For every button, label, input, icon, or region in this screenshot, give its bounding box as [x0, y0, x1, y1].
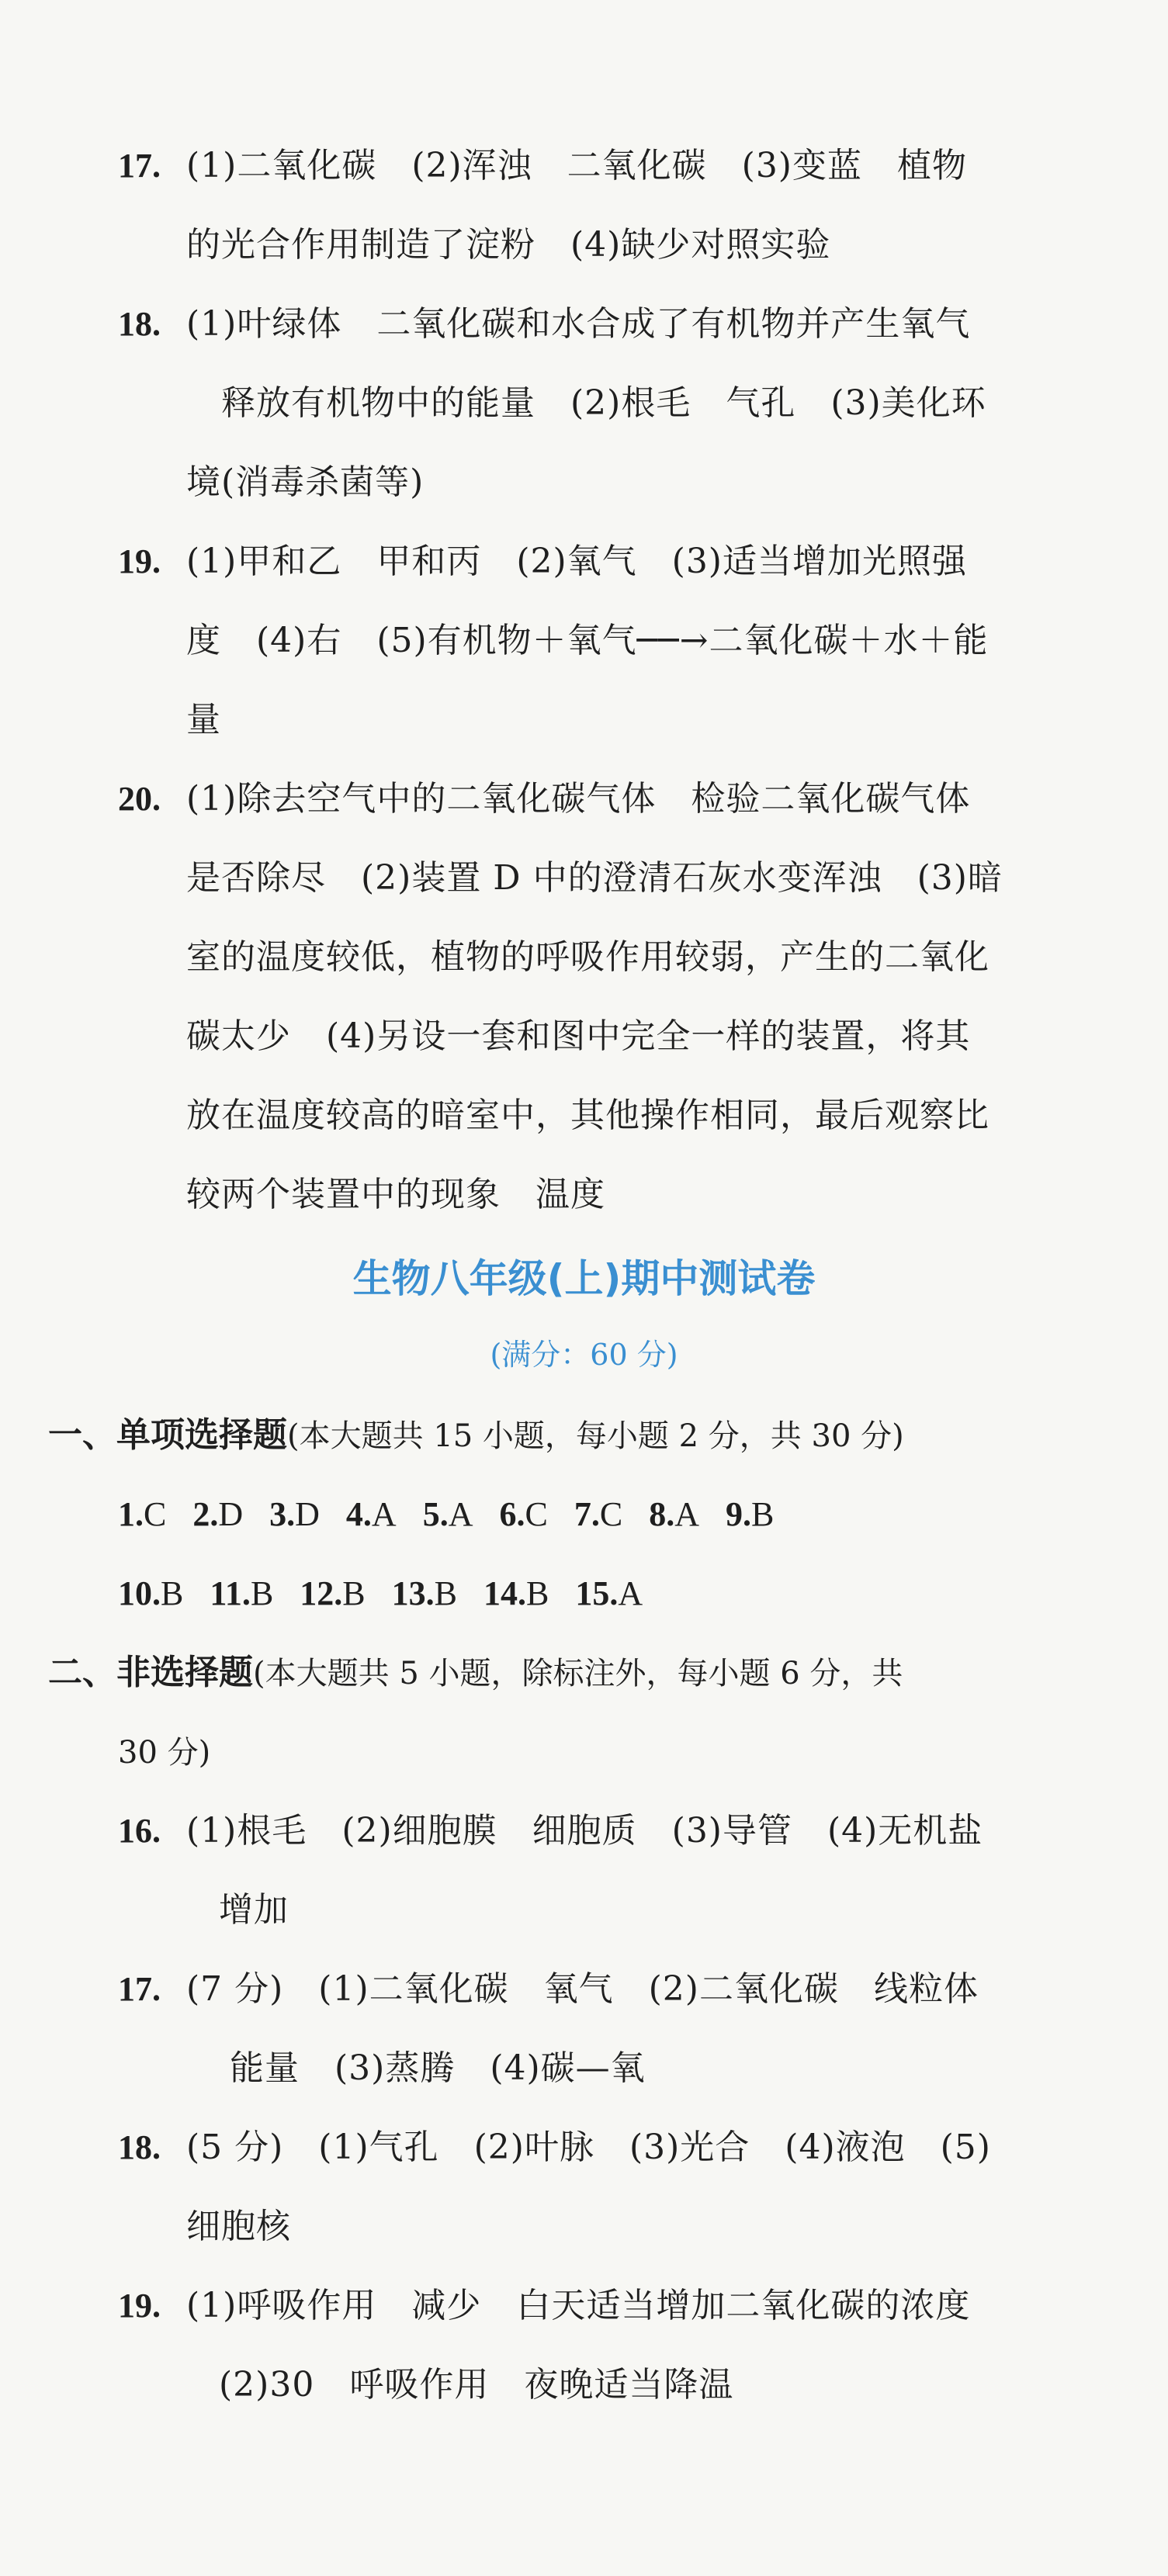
answer-line: (1)根毛 (2)细胞膜 细胞质 (3)导管 (4)无机盐 [186, 1811, 983, 1851]
answer-line: 度 (4)右 (5)有机物＋氧气──→二氧化碳＋水＋能 [186, 621, 989, 660]
question-number: 16. [118, 1812, 161, 1850]
choice-answer [483, 1570, 549, 1617]
choice-number: 11. [210, 1574, 251, 1612]
answer-line: 较两个装置中的现象 温度 [186, 1175, 605, 1214]
question-number: 17. [118, 1970, 161, 2008]
section-note: (本大题共 5 小题，除标注外，每小题 6 分，共 [253, 1656, 903, 1691]
answer-line: (1)除去空气中的二氧化碳气体 检验二氧化碳气体 [186, 779, 971, 819]
choice-answer [300, 1570, 365, 1617]
answer-line: 是否除尽 (2)装置 D 中的澄清石灰水变浑浊 (3)暗 [186, 858, 1003, 898]
answer-line: 细胞核 [186, 2207, 291, 2246]
choice-answer [192, 1491, 243, 1538]
answer-line: (5 分) (1)气孔 (2)叶脉 (3)光合 (4)液泡 (5) [186, 2128, 991, 2167]
choice-answer [726, 1491, 774, 1538]
choice-answer [210, 1570, 273, 1617]
section-label: 二、非选择题 [48, 1653, 253, 1692]
answer-line: 释放有机物中的能量 (2)根毛 气孔 (3)美化环 [186, 383, 986, 423]
choice-answer [346, 1491, 397, 1538]
choice-letter: B [342, 1574, 366, 1612]
choice-letter: B [750, 1495, 775, 1533]
choice-letter: B [526, 1574, 549, 1612]
choice-letter: A [618, 1574, 643, 1612]
choice-number: 12. [300, 1574, 343, 1612]
choice-number: 14. [483, 1574, 527, 1612]
choice-answer [423, 1491, 473, 1538]
choice-number: 4. [345, 1495, 372, 1533]
choice-number: 15. [575, 1574, 619, 1612]
choice-answer [574, 1491, 622, 1538]
choice-answer [499, 1491, 547, 1538]
choice-number: 6. [499, 1495, 525, 1533]
answer-line: (7 分) (1)二氧化碳 氧气 (2)二氧化碳 线粒体 [186, 1969, 979, 2009]
choice-letter: B [434, 1574, 458, 1612]
answer-line: 室的温度较低，植物的呼吸作用较弱，产生的二氧化 [186, 937, 990, 977]
section-note-continued [118, 1729, 210, 1776]
question-number: 19. [118, 542, 161, 580]
choice-number: 10. [118, 1574, 161, 1612]
answer-line: 境(消毒杀菌等) [186, 462, 425, 502]
choice-letter: A [674, 1495, 699, 1533]
section-note: 30 分) [118, 1735, 211, 1771]
choice-letter: D [218, 1495, 244, 1533]
answer-line: 量 [186, 700, 221, 739]
choice-answer [575, 1570, 643, 1617]
question-number: 19. [118, 2287, 161, 2325]
question-number: 17. [118, 147, 161, 185]
answer-line: (2)30 呼吸作用 夜晚适当降温 [219, 2365, 734, 2405]
question-number: 18. [118, 2128, 161, 2166]
answer-line: 的光合作用制造了淀粉 (4)缺少对照实验 [186, 225, 831, 265]
choice-number: 7. [574, 1495, 600, 1533]
answer-line: 能量 (3)蒸腾 (4)碳—氧 [230, 2048, 646, 2088]
choice-answers-row [118, 1570, 669, 1617]
choice-answer [269, 1491, 320, 1538]
answer-line: 放在温度较高的暗室中，其他操作相同，最后观察比 [186, 1096, 990, 1135]
choice-number: 13. [391, 1574, 435, 1612]
section-note: (本大题共 15 小题，每小题 2 分，共 30 分) [287, 1418, 904, 1454]
question-number: 20. [118, 780, 161, 818]
answer-line: 增加 [219, 1890, 289, 1930]
choice-letter: B [250, 1574, 274, 1612]
choice-letter: C [144, 1495, 167, 1533]
exam-subtitle: (满分：60 分) [490, 1338, 678, 1372]
choice-letter: A [448, 1495, 473, 1533]
section-heading [48, 1412, 904, 1459]
choice-number: 8. [649, 1495, 675, 1533]
choice-number: 1. [118, 1495, 144, 1533]
choice-answers-row [118, 1491, 800, 1538]
choice-number: 2. [192, 1495, 219, 1533]
answer-line: (1)叶绿体 二氧化碳和水合成了有机物并产生氧气 [186, 304, 971, 344]
answer-line: (1)甲和乙 甲和丙 (2)氧气 (3)适当增加光照强 [186, 542, 967, 581]
choice-answer [118, 1491, 166, 1538]
section-heading [48, 1650, 903, 1697]
choice-letter: C [599, 1495, 623, 1533]
choice-letter: A [371, 1495, 397, 1533]
choice-answer [118, 1570, 183, 1617]
choice-number: 5. [422, 1495, 449, 1533]
choice-number: 9. [725, 1495, 751, 1533]
choice-letter: C [525, 1495, 548, 1533]
choice-number: 3. [269, 1495, 296, 1533]
exam-title: 生物八年级(上)期中测试卷 [352, 1256, 816, 1301]
choice-answer [392, 1570, 457, 1617]
choice-letter: D [295, 1495, 320, 1533]
choice-letter: B [161, 1574, 184, 1612]
choice-answer [649, 1491, 699, 1538]
answer-line: (1)呼吸作用 减少 白天适当增加二氧化碳的浓度 [186, 2286, 971, 2325]
answer-line: (1)二氧化碳 (2)浑浊 二氧化碳 (3)变蓝 植物 [186, 146, 967, 185]
answer-line: 碳太少 (4)另设一套和图中完全一样的装置，将其 [186, 1016, 971, 1056]
section-label: 一、单项选择题 [48, 1415, 287, 1455]
question-number: 18. [118, 305, 161, 343]
